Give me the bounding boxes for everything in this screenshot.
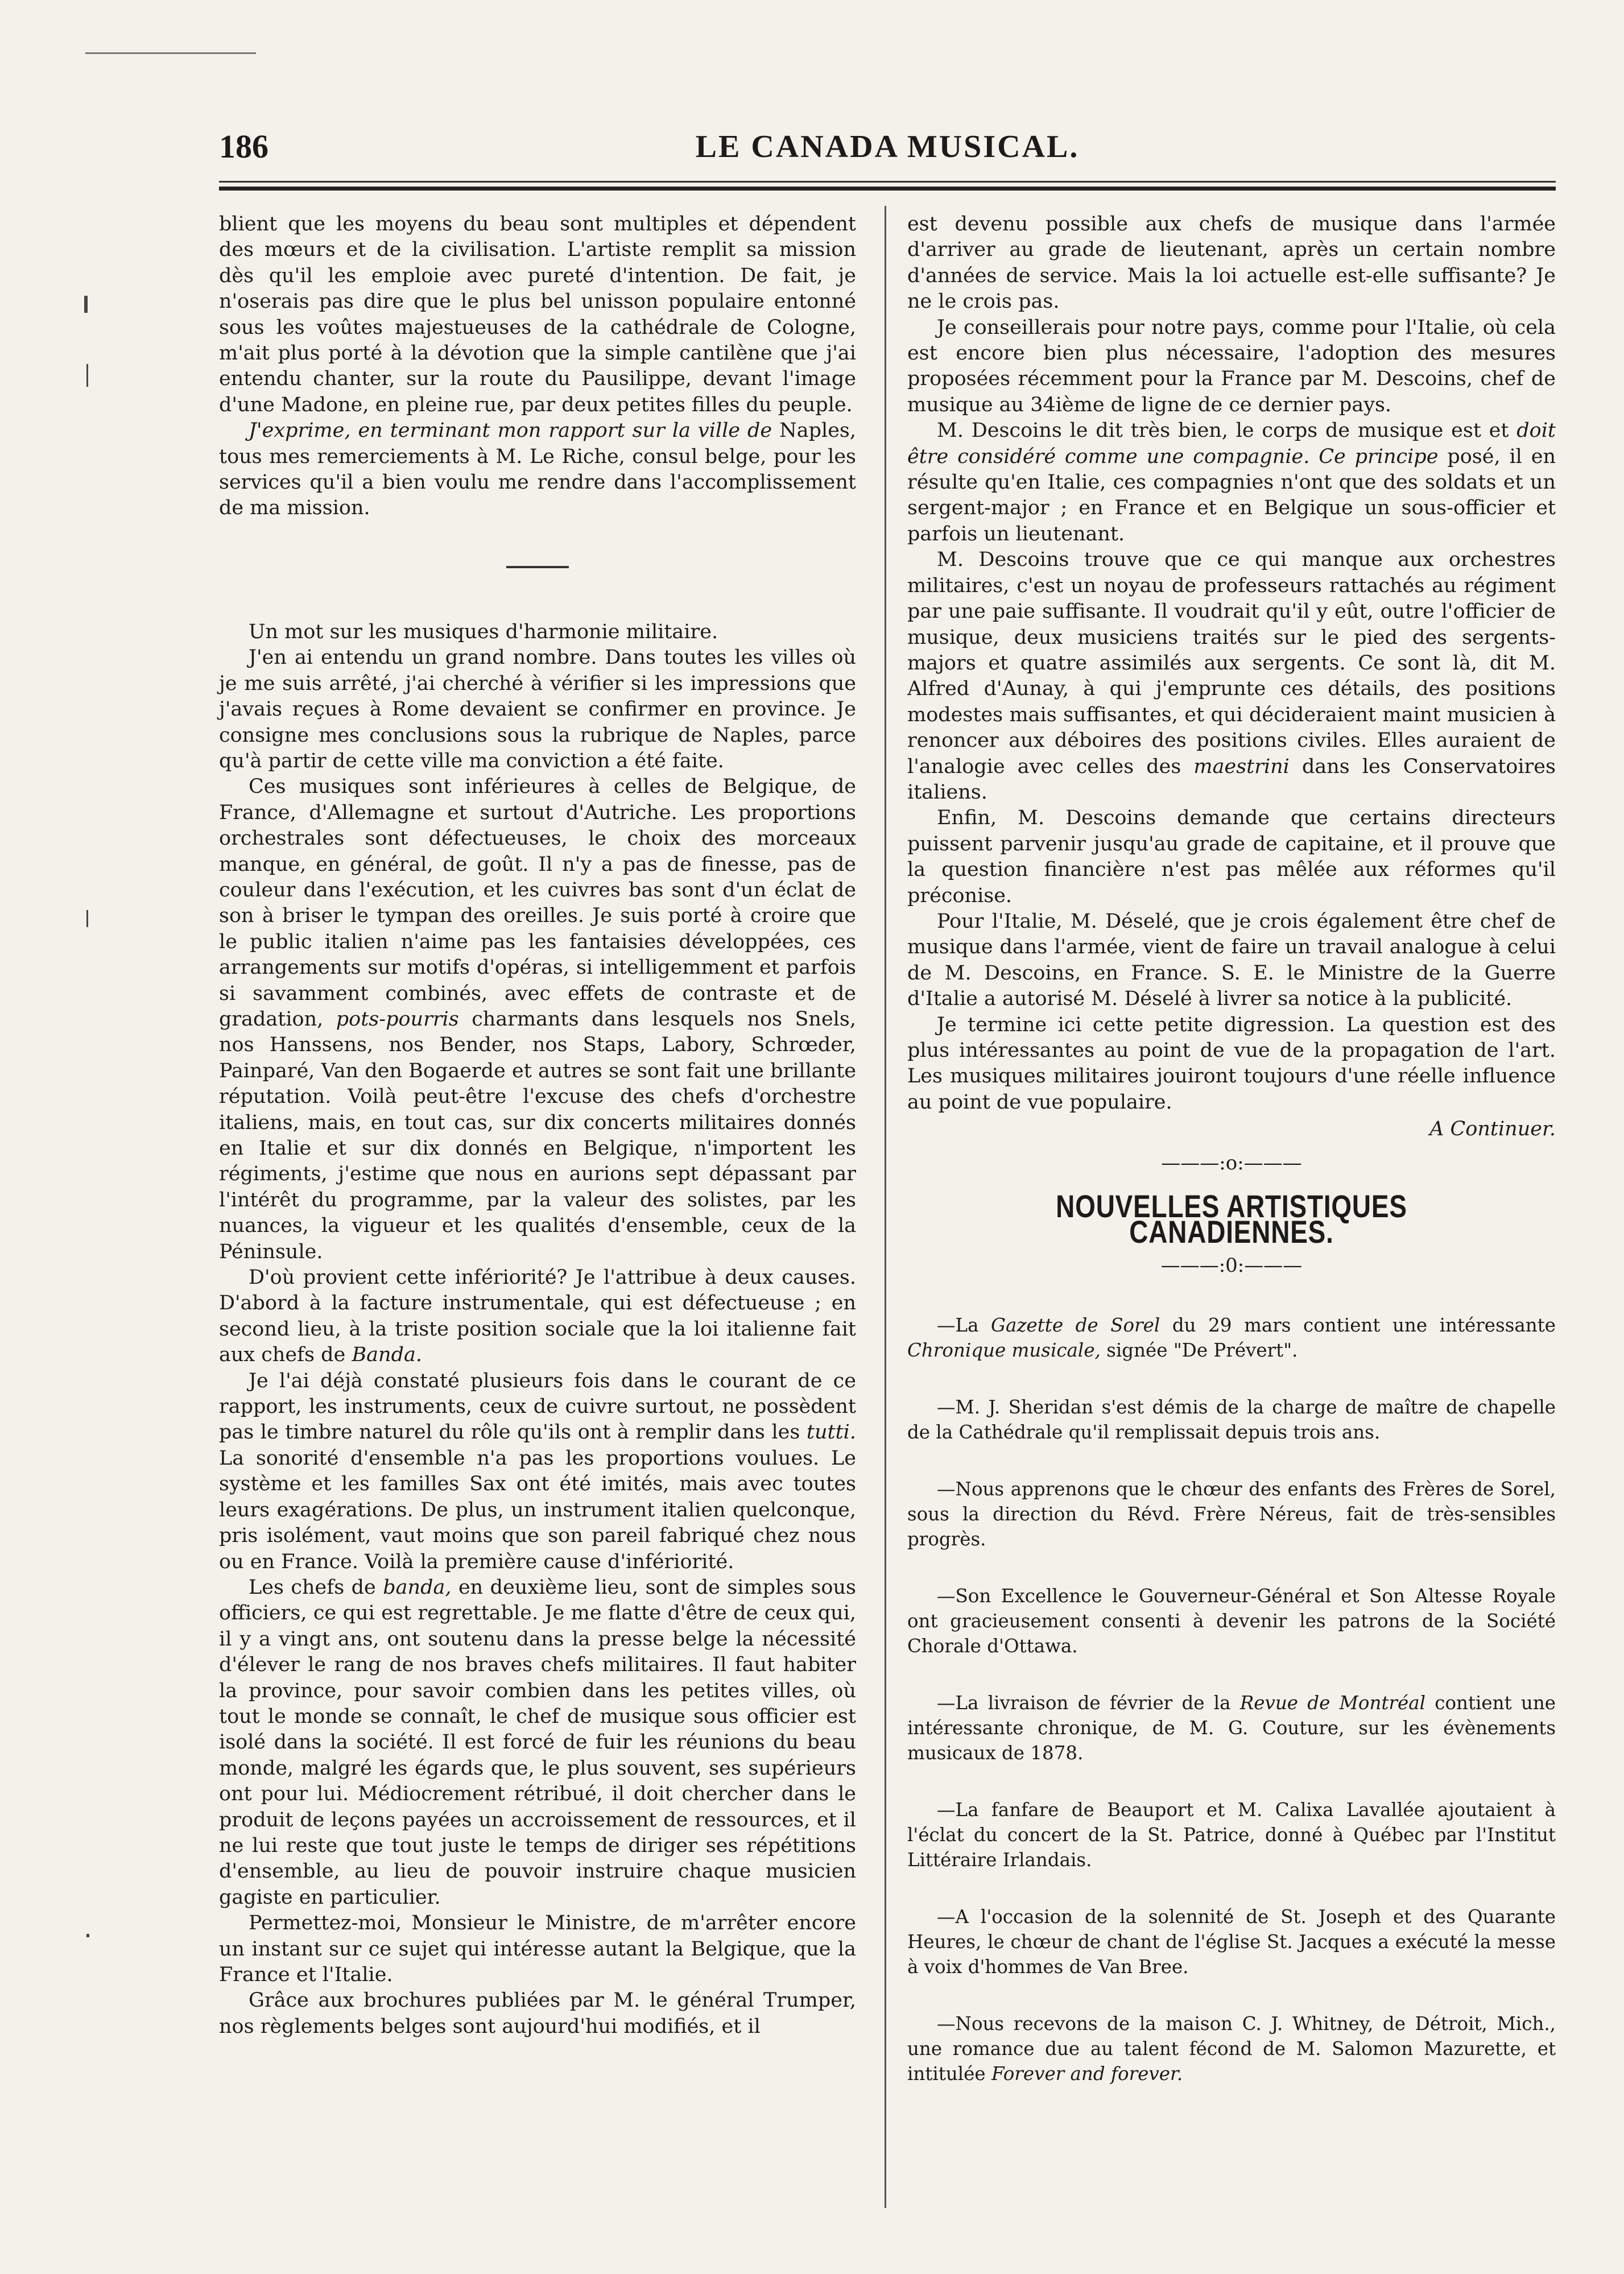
paragraph: Enfin, M. Descoins demande que certains directeurs puissent parvenir jusqu'au grade de capitaine, et il prouve que la question financière n'est pas mêlée aux réformes qu'il préconise. bbox=[907, 807, 1556, 907]
margin-mark-3 bbox=[86, 910, 88, 927]
section-separator bbox=[506, 566, 569, 568]
page-header bbox=[219, 114, 1556, 176]
left-column bbox=[219, 212, 856, 2040]
paragraph: J'en ai entendu un grand nombre. Dans toutes les villes où je me suis arrêté, j'ai cherché à vérifier si les impressions que j'avais reçues à Rome devaient se confirmer en province. Je consigne mes conclusions sous la rubrique de Naples, parce qu'à partir de cette ville ma conviction a été faite. bbox=[219, 646, 856, 772]
text-run: posé, il en résulte qu'en Italie, ces compagnies n'ont que des soldats et un sergent-major ; en France et en Belgique un sous-officier et parfois un lieutenant. bbox=[907, 445, 1556, 545]
news-list bbox=[907, 1313, 1556, 2086]
text-run: en deuxième lieu, sont de simples sous officiers, ce qui est regrettable. Je me flatte d'être de ceux qui, il y a vingt ans, ont soutenu dans la presse belge la nécessité d'élever le rang de nos braves chefs militaires. Il faut habiter la province, pour savoir combien dans les petites villes, où tout le monde se connaît, le chef de musique sous officier est isolé dans la société. Il est forcé de fuir les réunions du beau monde, malgré les égards que, le plus souvent, ses supérieurs ont pour lui. Médiocrement rétribué, il doit chercher dans le produit de leçons payées un accroissement de ressources, et il ne lui reste que tout juste le temps de diriger ses répétitions d'ensemble, au lieu de pouvoir instruire chaque musicien gagiste en particulier. bbox=[219, 1576, 856, 1909]
italic-text: maestrini bbox=[1193, 755, 1290, 778]
text-run: dans les Conservatoires italiens. bbox=[907, 755, 1556, 804]
news-item bbox=[907, 1313, 1556, 1363]
italic-text: Banda. bbox=[352, 1343, 422, 1367]
paragraph: Pour l'Italie, M. Déselé, que je crois également être chef de musique dans l'armée, vient de faire un travail analogue à celui de M. Descoins, en France. S. E. le Ministre de la Guerre d'Italie a autorisé M. Déselé à livrer sa notice à la publicité. bbox=[907, 909, 1556, 1011]
paragraph: blient que les moyens du beau sont multiples et dépendent des mœurs et de la civilisation. L'artiste remplit sa mission dès qu'il les emploie avec pureté d'intention. De fait, je n'oserais pas dire que le plus bel unisson populaire entonné sous les voûtes majestueuses de la cathédrale de Cologne, m'ait plus porté à la dévotion que la simple cantilène que j'ai entendu chanter, sur la route du Pausilippe, devant l'image d'une Madone, en pleine rue, par deux petites filles du peuple. bbox=[219, 213, 856, 416]
paragraph bbox=[219, 1368, 856, 1575]
italic-text: J'exprime, en terminant mon rapport sur la ville de bbox=[249, 419, 772, 443]
text-run: signée "De Prévert". bbox=[1106, 1339, 1298, 1362]
italic-text: pots-pourris bbox=[336, 1007, 459, 1031]
paragraph bbox=[907, 547, 1556, 805]
text-run: M. Descoins le dit très bien, le corps de musique est et bbox=[937, 419, 1509, 443]
italic-text: banda, bbox=[383, 1576, 452, 1599]
text-run: du 29 mars contient une intéressante bbox=[1172, 1314, 1556, 1337]
header-rule-thick bbox=[219, 187, 1556, 191]
paragraph: Un mot sur les musiques d'harmonie militaire. bbox=[249, 620, 718, 643]
text-run: —Nous recevons de la maison C. J. Whitney, de Détroit, Mich., une romance due au talent fécond de M. Salomon Mazurette, et intitulée bbox=[907, 2013, 1556, 2085]
paragraph bbox=[219, 418, 856, 522]
italic-text: Chronique musicale, bbox=[907, 1339, 1101, 1362]
text-run: Naples, tous mes remerciements à M. Le Riche, consul belge, pour les services qu'il a bien voulu me rendre dans l'accomplissement de ma mission. bbox=[219, 419, 856, 520]
margin-mark-4 bbox=[86, 1934, 89, 1937]
italic-text: Revue de Montréal bbox=[1239, 1692, 1425, 1714]
news-item bbox=[907, 1690, 1556, 1766]
text-run: Ces musiques sont inférieures à celles de Belgique, de France, d'Allemagne et surtout d'Autriche. Les proportions orchestrales sont défectueuses, le choix des morceaux manque, en général, de goût. Il n'y a pas de finesse, pas de couleur dans l'exécution, et les cuivres bas sont d'un éclat de son à briser le tympan des oreilles. Je suis porté à croire que le public italien n'aime pas les fantaisies développées, ces arrangements sur motifs d'opéras, si intelligemment et parfois si savamment combinés, avec effets de contraste et de gradation, bbox=[219, 775, 856, 1031]
paragraph bbox=[219, 774, 856, 1265]
top-edge-rule bbox=[85, 52, 256, 54]
text-run: —La livraison de février de la bbox=[937, 1692, 1231, 1714]
news-item: —M. J. Sheridan s'est démis de la charge de maître de chapelle de la Cathédrale qu'il remplissait depuis trois ans. bbox=[907, 1396, 1556, 1444]
news-item: —Nous apprenons que le chœur des enfants des Frères de Sorel, sous la direction du Révd. Frère Néreus, fait de très-sensibles progrès. bbox=[907, 1478, 1556, 1551]
paragraph bbox=[219, 1265, 856, 1368]
section-title: NOUVELLES ARTISTIQUES CANADIENNES. bbox=[1056, 1188, 1407, 1250]
italic-text: Forever and forever. bbox=[991, 2063, 1183, 2085]
news-item: —La fanfare de Beauport et M. Calixa Lavallée ajoutaient à l'éclat du concert de la St. Patrice, donné à Québec par l'Institut Littéraire Irlandais. bbox=[907, 1799, 1556, 1871]
italic-text: Gazette de Sorel bbox=[991, 1314, 1160, 1337]
page-number: 186 bbox=[219, 128, 268, 165]
italic-text: doit être considéré comme une compagnie. Ce principe bbox=[907, 419, 1556, 468]
paragraph: Grâce aux brochures publiées par M. le général Trumper, nos règlements belges sont aujourd'hui modifiés, et il bbox=[219, 1989, 856, 2038]
italic-text: tutti. bbox=[806, 1421, 856, 1444]
paragraph: est devenu possible aux chefs de musique dans l'armée d'arriver au grade de lieutenant, après un certain nombre d'années de service. Mais la loi actuelle est-elle suffisante? Je ne le crois pas. bbox=[907, 213, 1556, 313]
text-run: Je l'ai déjà constaté plusieurs fois dans le courant de ce rapport, les instruments, ceux de cuivre surtout, ne possèdent pas le timbre naturel du rôle qu'ils ont à remplir dans les bbox=[219, 1369, 856, 1444]
text-run: La sonorité d'ensemble n'a pas les proportions voulues. Le système et les familles Sax ont été imités, mais avec toutes leurs exagérations. De plus, un instrument italien quelconque, pris isolément, vaut moins que son pareil fabriqué chez nous ou en France. Voilà la première cause d'infériorité. bbox=[219, 1446, 856, 1573]
margin-mark-2 bbox=[86, 364, 88, 387]
paragraph: Permettez-moi, Monsieur le Ministre, de m'arrêter encore un instant sur ce sujet qui intéresse autant la Belgique, que la France et l'Italie. bbox=[219, 1912, 856, 1986]
news-item: —Son Excellence le Gouverneur-Général et Son Altesse Royale ont gracieusement consenti à devenir les patrons de la Société Chorale d'Ottawa. bbox=[907, 1585, 1556, 1657]
ornament-divider: ———:o:——— bbox=[1161, 1151, 1302, 1175]
text-run: M. Descoins trouve que ce qui manque aux orchestres militaires, c'est un noyau de professeurs rattachés au régiment par une paie suffisante. Il voudrait qu'il y eût, outre l'officier de musique, deux musiciens traités sur le pied des sergents-majors et quatre assimilés aux sergents. Ce sont là, dit M. Alfred d'Aunay, à qui j'emprunte ces détails, des positions modestes mais suffisantes, et qui décideraient maint musicien à renoncer aux déboires des positions civiles. Elles auraient de l'analogie avec celles des bbox=[907, 548, 1556, 778]
column-divider bbox=[885, 206, 886, 2208]
news-item: —A l'occasion de la solennité de St. Joseph et des Quarante Heures, le chœur de chant de l'église St. Jacques a exécuté la messe à voix d'hommes de Van Bree. bbox=[907, 1906, 1556, 1978]
text-run: contient une intéressante chronique, de M. G. Couture, sur les évènements musicaux de 1878. bbox=[907, 1692, 1556, 1764]
header-rule-thin bbox=[219, 181, 1556, 183]
paragraph bbox=[219, 1575, 856, 1911]
paragraph bbox=[907, 418, 1556, 547]
ornament-divider: ———:0:——— bbox=[1160, 1254, 1303, 1277]
running-title: LE CANADA MUSICAL. bbox=[695, 129, 1080, 164]
text-run: Les chefs de bbox=[249, 1576, 376, 1599]
text-run: charmants dans lesquels nos Snels, nos Hanssens, nos Bender, nos Staps, Labory, Schrœder, Painparé, Van den Bogaerde et autres se sont fait une brillante réputation. Voilà peut-être l'excuse des chefs d'orchestre italiens, mais, en tout cas, sur dix concerts militaires donnés en Italie et sur dix donnés en Belgique, n'importent les régiments, j'estime que nous en aurions sept dépassant par l'intérêt du programme, par la valeur des solistes, par les nuances, la vigueur et les qualités d'ensemble, ceux de la Péninsule. bbox=[219, 1007, 856, 1263]
text-run: —La bbox=[937, 1314, 979, 1337]
right-column bbox=[907, 212, 1556, 2086]
paragraph: Je termine ici cette petite digression. La question est des plus intéressantes au point de vue de la propagation de l'art. Les musiques militaires jouiront toujours d'une réelle influence au point de vue populaire. bbox=[907, 1013, 1556, 1114]
text-run: D'où provient cette infériorité? Je l'attribue à deux causes. D'abord à la facture instrumentale, qui est défectueuse ; en second lieu, à la triste position sociale que la loi italienne fait aux chefs de bbox=[219, 1266, 856, 1367]
news-item bbox=[907, 2011, 1556, 2086]
margin-mark-1 bbox=[84, 296, 88, 313]
continued-signoff: A Continuer. bbox=[1429, 1118, 1556, 1141]
paragraph: Je conseillerais pour notre pays, comme pour l'Italie, où cela est encore bien plus nécessaire, l'adoption des mesures proposées récemment pour la France par M. Descoins, chef de musique au 34ième de ligne de ce dernier pays. bbox=[907, 316, 1556, 416]
